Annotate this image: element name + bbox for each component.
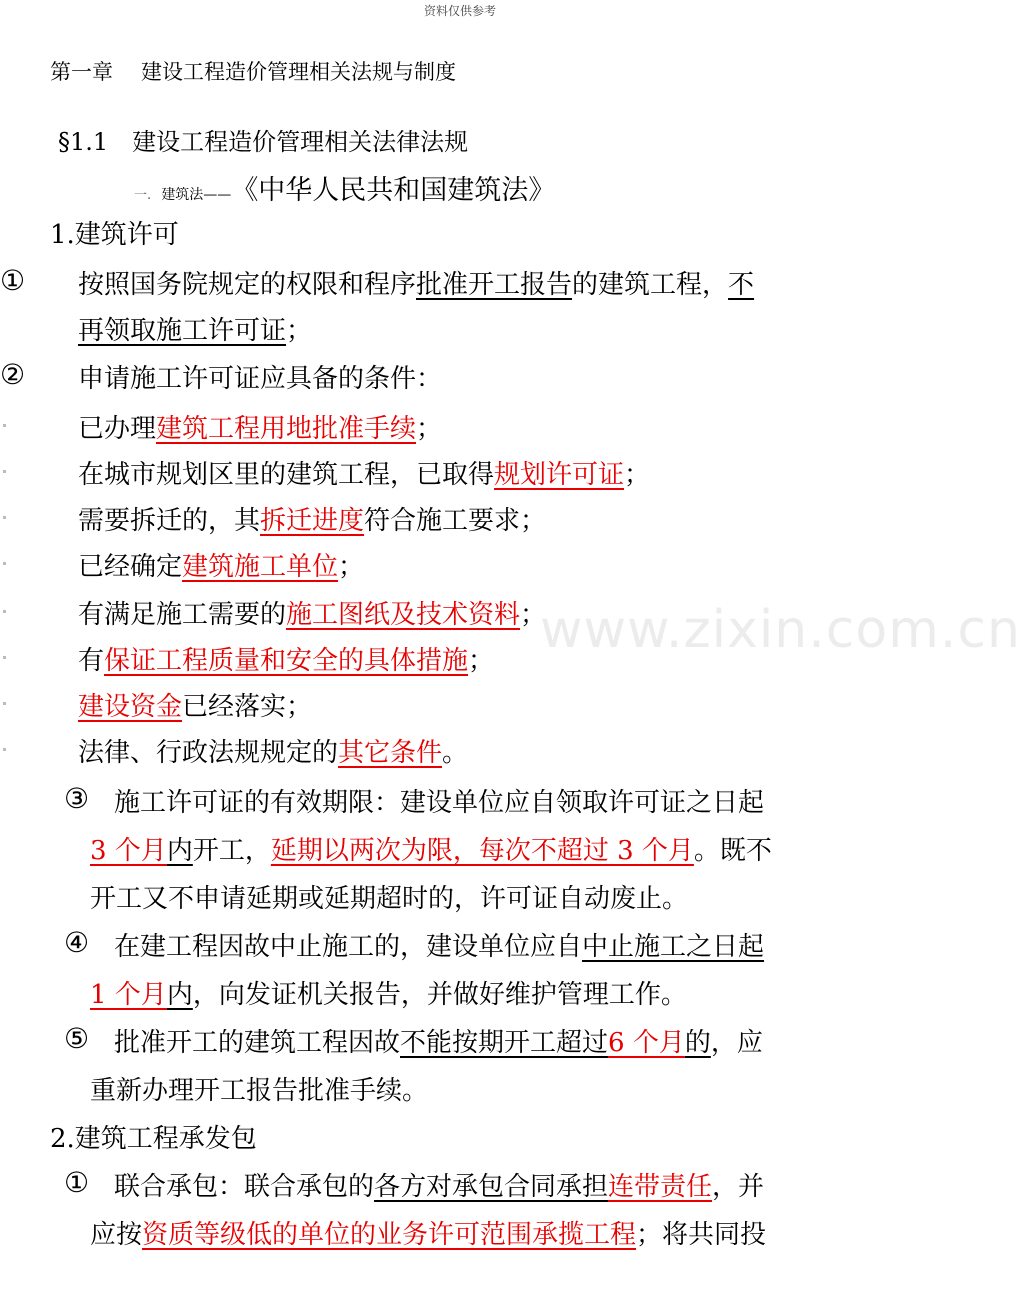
- item4-mark: ④: [64, 926, 90, 959]
- item3-line1: 施工许可证的有效期限：建设单位应自领取许可证之日起: [114, 788, 765, 818]
- part2-item1-line1: 联合承包：联合承包的各方对承包合同承担连带责任，并: [114, 1172, 765, 1202]
- chapter-title: 建设工程造价管理相关法规与制度: [141, 60, 456, 84]
- chapter-heading: [50, 56, 456, 86]
- subsection-small-title: 建筑法——: [161, 187, 232, 203]
- item3-line2: 3 个月内开工，延期以两次为限，每次不超过 3 个月。既不: [90, 836, 772, 866]
- condition-highlight: 建筑施工单位: [182, 552, 339, 582]
- item5-line1: 批准开工的建筑工程因故不能按期开工超过6 个月的，应: [114, 1028, 763, 1058]
- item5-mark: ⑤: [64, 1022, 90, 1055]
- part2-title: 2.建筑工程承发包: [50, 1124, 257, 1154]
- condition-item: 法律、行政法规规定的其它条件。: [78, 738, 469, 768]
- condition-highlight: 其它条件: [338, 738, 443, 768]
- condition-highlight: 建设资金: [78, 692, 183, 722]
- condition-item: 已办理建筑工程用地批准手续；: [78, 414, 443, 444]
- part2-red-liability: 连带责任: [608, 1172, 713, 1202]
- item1-punct: ；: [286, 316, 313, 346]
- item3-line3: 开工又不申请延期或延期超时的，许可证自动废止。: [90, 884, 689, 914]
- item1-text: 按照国务院规定的权限和程序: [78, 270, 417, 300]
- subsection-number: 一.: [134, 188, 152, 203]
- item1-underlined-c: 再领取施工许可证: [78, 316, 287, 346]
- item1-mark: ①: [0, 264, 26, 297]
- condition-item: 有满足施工需要的施工图纸及技术资料；: [78, 600, 547, 630]
- condition-item: 有保证工程质量和安全的具体措施；: [78, 646, 495, 676]
- section-title: 建设工程造价管理相关法律法规: [132, 128, 469, 156]
- page-header: 资料仅供参考: [423, 4, 496, 18]
- condition-item: 在城市规划区里的建筑工程，已取得规划许可证；: [78, 460, 651, 490]
- item2-mark: ②: [0, 358, 26, 391]
- section-heading: [58, 122, 468, 157]
- item4-line1: 在建工程因故中止施工的，建设单位应自中止施工之日起: [114, 932, 765, 962]
- part2-item1-line2: 应按资质等级低的单位的业务许可范围承揽工程；将共同投: [90, 1220, 767, 1250]
- item3-mark: ③: [64, 782, 90, 815]
- condition-highlight: 施工图纸及技术资料: [286, 600, 521, 630]
- condition-highlight: 规划许可证: [494, 460, 625, 490]
- condition-highlight: 拆迁进度: [260, 506, 365, 536]
- item5-red-period: 6 个月: [608, 1028, 685, 1058]
- item1-underlined-b: 不: [728, 270, 755, 300]
- condition-highlight: 建筑工程用地批准手续: [156, 414, 417, 444]
- condition-item: 已经确定建筑施工单位；: [78, 552, 365, 582]
- condition-item: 需要拆迁的，其拆迁进度符合施工要求；: [78, 506, 547, 536]
- subsection-heading: [134, 168, 555, 207]
- item3-red-period: 3 个月: [90, 836, 167, 866]
- item5-line2: 重新办理开工报告批准手续。: [90, 1076, 429, 1106]
- item1-line1: [78, 264, 754, 301]
- part2-item1-mark: ①: [64, 1166, 90, 1199]
- section-label: §1.1: [58, 128, 109, 156]
- item4-red-period: 1 个月: [90, 980, 167, 1010]
- item3-red-extension: 延期以两次为限，每次不超过 3 个月: [270, 836, 694, 866]
- item1-line2: [78, 310, 312, 347]
- condition-item: 建设资金已经落实；: [78, 692, 313, 722]
- item2-text: 申请施工许可证应具备的条件：: [78, 364, 443, 394]
- subsection-law-title: 《中华人民共和国建筑法》: [231, 175, 556, 206]
- part1-title: 1.建筑许可: [50, 220, 179, 250]
- condition-highlight: 保证工程质量和安全的具体措施: [104, 646, 469, 676]
- part2-red-scope: 资质等级低的单位的业务许可范围承揽工程: [142, 1220, 637, 1250]
- item1-underlined: 批准开工报告: [416, 270, 573, 300]
- item4-line2: 1 个月内，向发证机关报告，并做好维护管理工作。: [90, 980, 687, 1010]
- chapter-label: 第一章: [50, 60, 113, 84]
- item1-text-b: 的建筑工程，: [572, 270, 729, 300]
- watermark: www.zixin.com.cn: [540, 600, 1021, 660]
